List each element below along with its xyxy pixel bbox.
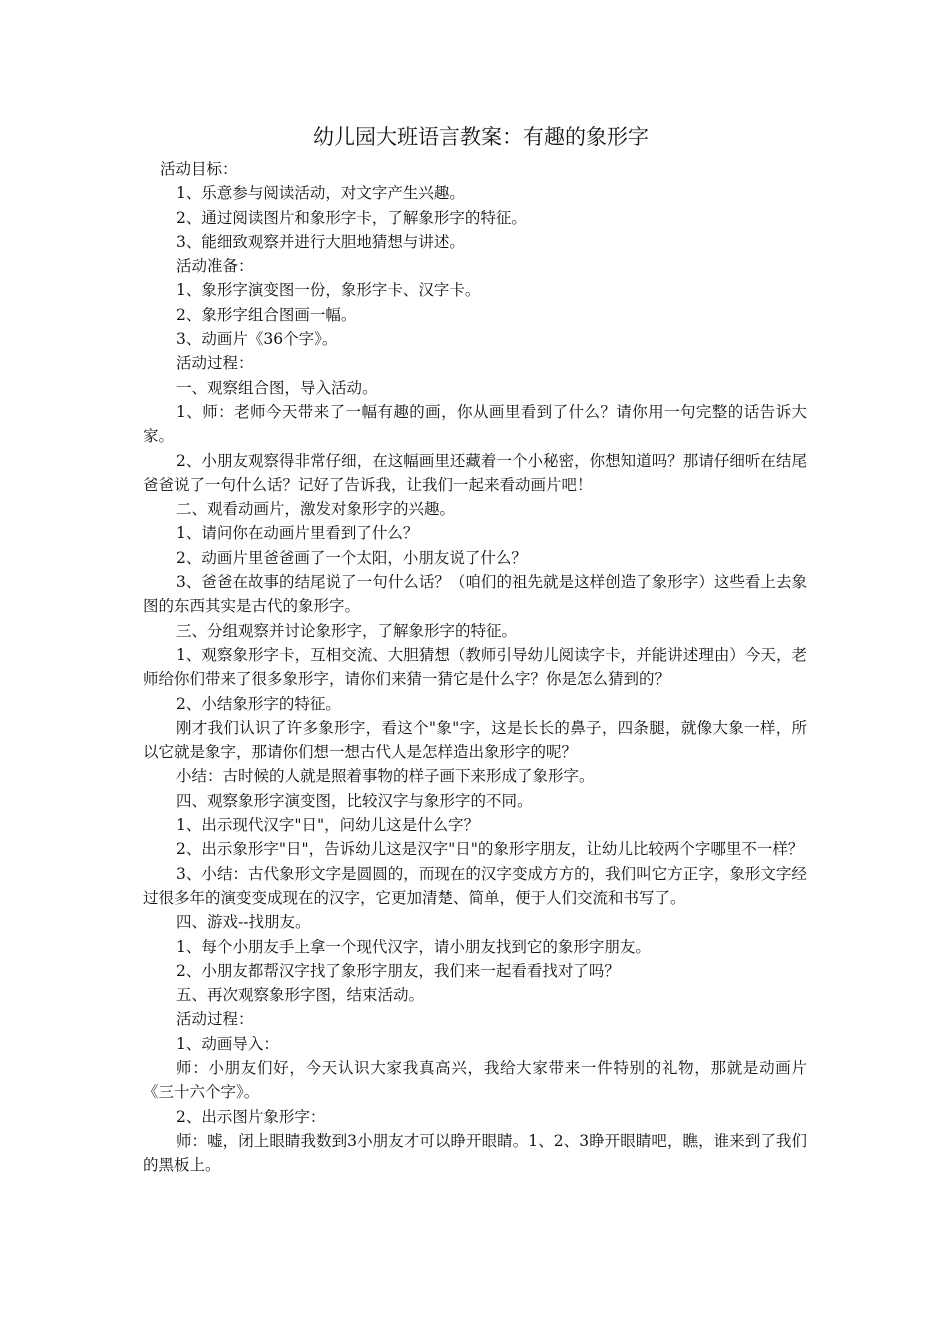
paragraph: 2、出示象形字"日"，告诉幼儿这是汉字"日"的象形字朋友，让幼儿比较两个字哪里不一样？ — [176, 840, 804, 859]
paragraph: 2、小结象形字的特征。 — [176, 694, 341, 713]
paragraph: 2、小朋友都帮汉字找了象形字朋友，我们来一起看看找对了吗？ — [176, 961, 620, 980]
paragraph: 1、象形字演变图一份，象形字卡、汉字卡。 — [176, 281, 481, 300]
document-title: 幼儿园大班语言教案：有趣的象形字 — [313, 125, 649, 149]
paragraph: 二、观看动画片，激发对象形字的兴趣。 — [176, 500, 456, 519]
paragraph: 1、请问你在动画片里看到了什么？ — [176, 524, 419, 543]
paragraph: 3、爸爸在故事的结尾说了一句什么话？（咱们的祖先就是这样创造了象形字）这些看上去象图的东西其实是古代的象形字。 — [143, 573, 807, 616]
paragraph: 2、动画片里爸爸画了一个太阳，小朋友说了什么？ — [176, 548, 527, 567]
paragraph: 师：小朋友们好，今天认识大家我真高兴，我给大家带来一件特别的礼物，那就是动画片《三十六个字》。 — [143, 1058, 807, 1102]
paragraph: 刚才我们认识了许多象形字，看这个"象"字，这是长长的鼻子，四条腿，就像大象一样，所以它就是象字，那请你们想一想古代人是怎样造出象形字的呢？ — [143, 718, 807, 762]
paragraph: 活动过程： — [176, 354, 254, 373]
paragraph: 3、小结：古代象形文字是圆圆的，而现在的汉字变成方方的，我们叫它方正字，象形文字经过很多年的演变变成现在的汉字，它更加清楚、简单，便于人们交流和书写了。 — [143, 864, 807, 907]
paragraph: 1、动画导入： — [176, 1034, 279, 1053]
paragraph: 1、每个小朋友手上拿一个现代汉字，请小朋友找到它的象形字朋友。 — [176, 937, 651, 956]
paragraph: 师：嘘，闭上眼睛我数到3小朋友才可以睁开眼睛。1、2、3睁开眼睛吧，瞧，谁来到了我们的黑板上。 — [143, 1131, 807, 1175]
paragraph: 1、出示现代汉字"日"，问幼儿这是什么字？ — [176, 816, 480, 835]
paragraph: 2、小朋友观察得非常仔细，在这幅画里还藏着一个小秘密，你想知道吗？那请仔细听在结尾爸爸说了一句什么话？记好了告诉我，让我们一起来看动画片吧！ — [143, 451, 807, 494]
paragraph: 1、观察象形字卡，互相交流、大胆猜想（教师引导幼儿阅读字卡，并能讲述理由）今天，老师给你们带来了很多象形字，请你们来猜一猜它是什么字？你是怎么猜到的？ — [143, 645, 807, 689]
paragraph: 活动目标： — [160, 160, 238, 178]
paragraph: 四、游戏--找朋友。 — [176, 913, 311, 932]
paragraph: 2、通过阅读图片和象形字卡，了解象形字的特征。 — [176, 208, 527, 227]
paragraph: 三、分组观察并讨论象形字，了解象形字的特征。 — [176, 621, 518, 640]
paragraph-list — [143, 157, 807, 1177]
paragraph: 活动过程： — [176, 1010, 254, 1029]
paragraph: 五、再次观察象形字图，结束活动。 — [176, 986, 425, 1005]
paragraph: 2、象形字组合图画一幅。 — [176, 305, 357, 324]
paragraph: 活动准备： — [176, 257, 254, 276]
paragraph: 3、能细致观察并进行大胆地猜想与讲述。 — [176, 232, 465, 251]
paragraph: 1、乐意参与阅读活动，对文字产生兴趣。 — [176, 184, 465, 203]
document-body — [143, 117, 807, 1177]
paragraph: 小结：古时候的人就是照着事物的样子画下来形成了象形字。 — [176, 767, 595, 786]
paragraph: 四、观察象形字演变图，比较汉字与象形字的不同。 — [176, 791, 533, 810]
paragraph: 1、师：老师今天带来了一幅有趣的画，你从画里看到了什么？请你用一句完整的话告诉大家。 — [143, 402, 807, 446]
paragraph: 一、观察组合图，导入活动。 — [176, 378, 378, 397]
paragraph: 3、动画片《36个字》。 — [176, 330, 338, 349]
paragraph: 2、出示图片象形字： — [176, 1107, 326, 1126]
